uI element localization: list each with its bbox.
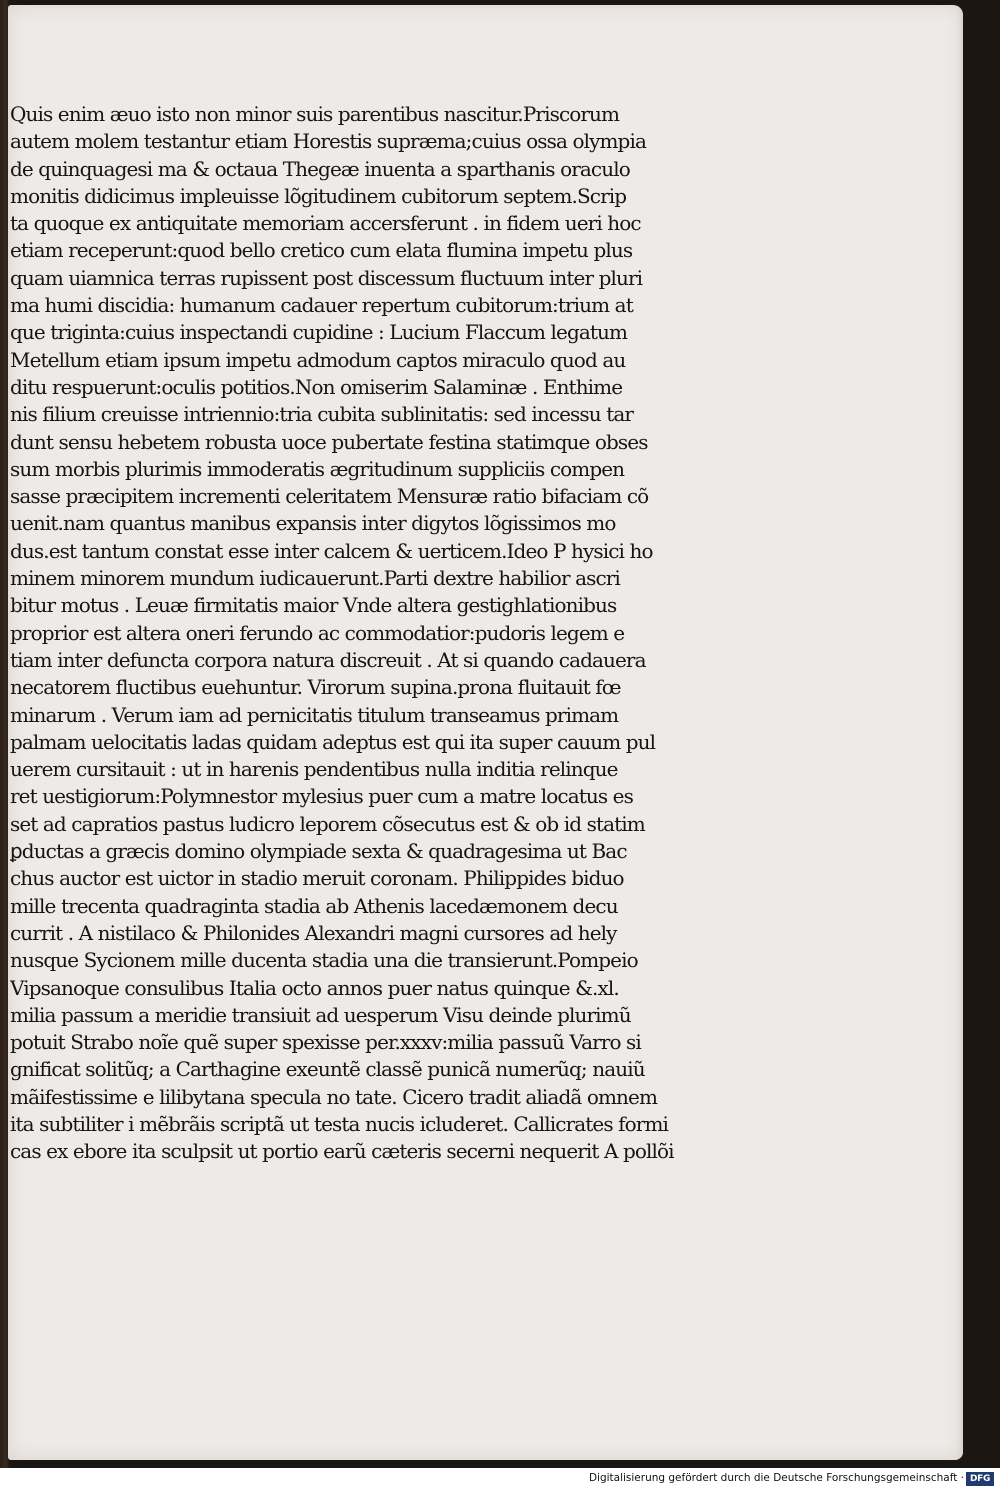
text-line: ꝑductas a græcis domino olympiade sexta & quadragesima ut Bac [10,839,627,864]
text-line: sasse præcipitem incrementi celeritatem Mensuræ ratio bifaciam cõ [10,484,649,509]
text-line: uerem cursitauit : ut in harenis pendentibus nulla inditia relinque [10,757,618,782]
text-line: dunt sensu hebetem robusta uoce pubertate festina statimque obses [10,429,648,454]
text-line: bitur motus . Leuæ firmitatis maior Vnde altera gestighlationibus [10,593,617,618]
text-line: mille trecenta quadraginta stadia ab Athenis lacedæmonem decu [10,893,618,918]
text-line: etiam receperunt:quod bello cretico cum elata flumina impetu plus [10,238,633,263]
text-line: sum morbis plurimis immoderatis ægritudinum suppliciis compen [10,456,625,481]
text-line: currit . A nistilaco & Philonides Alexandri magni cursores ad hely [10,920,617,945]
text-line: minarum . Verum iam ad pernicitatis titulum transeamus primam [10,702,619,727]
text-line: ret uestigiorum:Polymnestor mylesius puer cum a matre locatus es [10,784,633,809]
text-line: dus.est tantum constat esse inter calcem & uerticem.Ideo P hysici ho [10,538,653,563]
text-line: minem minorem mundum iudicauerunt.Parti dextre habilior ascri [10,566,620,591]
text-line: nis filium creuisse intriennio:tria cubita sublinitatis: sed incessu tar [10,402,634,427]
text-line: ditu respuerunt:oculis potitios.Non omiserim Salaminæ . Enthime [10,374,623,399]
text-line: necatorem fluctibus euehuntur. Virorum supina.prona fluitauit fœ [10,675,621,700]
text-line: de quinquagesi ma & octaua Thegeæ inuenta a sparthanis oraculo [10,156,630,181]
text-line: milia passum a meridie transiuit ad uesperum Visu deinde plurimũ [10,1002,631,1027]
text-line: Metellum etiam ipsum impetu admodum captos miraculo quod au [10,347,626,372]
text-line: cas ex ebore ita sculpsit ut portio earũ cæteris secerni nequerit A pollõi [10,1139,674,1164]
footer-credit: Digitalisierung gefördert durch die Deutsche Forschungsgemeinschaft · [588,1472,964,1484]
text-line: Vipsanoque consulibus Italia octo annos puer natus quinque &.xl. [10,975,619,1000]
text-line: palmam uelocitatis ladas quidam adeptus est qui ita super cauum pul [10,729,656,754]
page-edge [957,5,963,1460]
book-page [8,5,963,1460]
text-line: chus auctor est uictor in stadio meruit coronam. Philippides biduo [10,866,624,891]
text-line: monitis didicimus impleuisse lõgitudinem cubitorum septem.Scrip [10,183,627,208]
text-line: nusque Sycionem mille ducenta stadia una die transierunt.Pompeio [10,948,638,973]
text-line: que triginta:cuius inspectandi cupidine : Lucium Flaccum legatum [10,320,628,345]
text-line: gnificat solitũq; a Carthagine exeuntẽ classẽ punicã numerũq; nauiũ [10,1057,645,1082]
text-line: Quis enim æuo isto non minor suis parentibus nascitur.Priscorum [10,102,620,126]
text-line: potuit Strabo noĩe quẽ super spexisse per.xxxv:milia passuũ Varro si [10,1030,641,1055]
text-line: quam uiamnica terras rupissent post discessum fluctuum inter pluri [10,265,643,290]
text-line: autem molem testantur etiam Horestis supræma;cuius ossa olympia [10,129,646,154]
text-line: ma humi discidia: humanum cadauer repertum cubitorum:trium at [10,293,633,318]
text-line: ita subtiliter i mẽbrãis scriptã ut testa nucis icluderet. Callicrates formi [10,1111,669,1136]
text-line: mãifestissime e lilibytana specula no tate. Cicero tradit aliadã omnem [10,1084,658,1109]
text-line: set ad capratios pastus ludicro leporem cõsecutus est & ob id statim [10,811,645,836]
dfg-logo-icon: DFG [966,1472,994,1486]
footer-bar [0,1468,1000,1491]
text-block [10,101,778,1166]
text-line: tiam inter defuncta corpora natura discreuit . At si quando cadauera [10,647,646,672]
text-line: ta quoque ex antiquitate memoriam accersferunt . in fidem ueri hoc [10,211,641,236]
text-line: proprior est altera oneri ferundo ac commodatior:pudoris legem e [10,620,625,645]
text-line: uenit.nam quantus manibus expansis inter digytos lõgissimos mo [10,511,616,536]
